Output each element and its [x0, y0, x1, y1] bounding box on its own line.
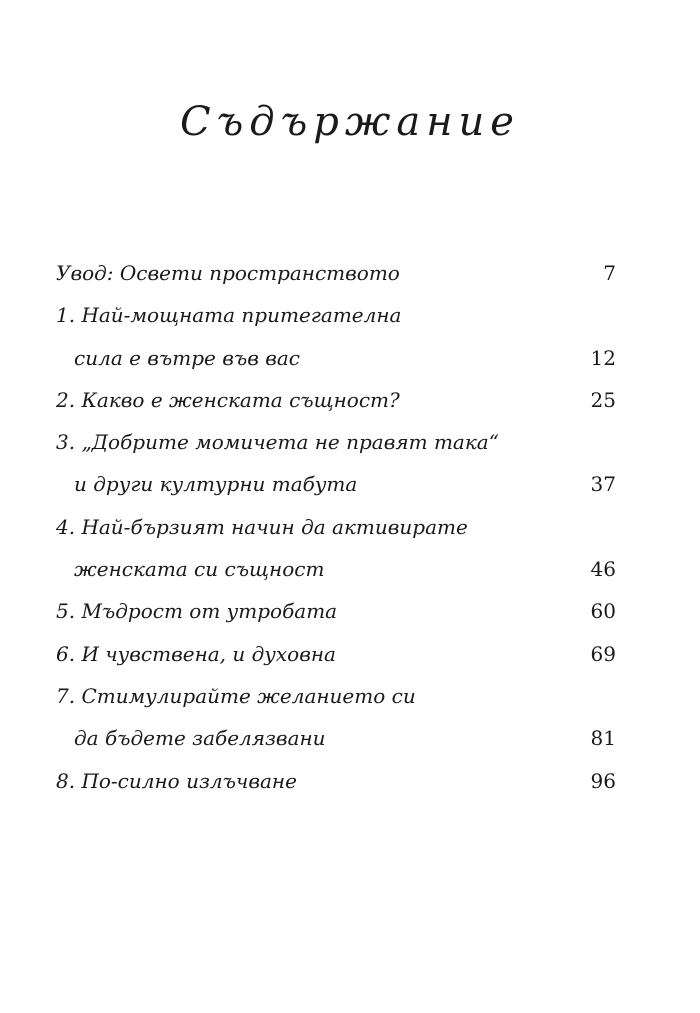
toc-entry-title: 1. Най-мощната притегателна — [56, 303, 402, 328]
toc-entry-line — [56, 675, 616, 717]
toc-page-number: 46 — [590, 557, 616, 582]
toc-entry-line — [56, 506, 616, 548]
toc-entry-line — [56, 379, 616, 421]
toc-entry-title: 6. И чувствена, и духовна — [56, 641, 336, 666]
toc-entry-line — [56, 337, 616, 379]
toc-entry-line — [56, 717, 616, 759]
toc-entry-title: 5. Мъдрост от утробата — [56, 599, 338, 624]
toc-page-number: 96 — [590, 768, 616, 793]
toc-page-number: 7 — [603, 261, 616, 285]
toc-entry-title: сила е вътре във вас — [74, 345, 300, 370]
toc-entry-title: и други културни табута — [74, 472, 358, 497]
toc-entry-title: 7. Стимулирайте желанието си — [56, 683, 416, 708]
toc-entry-line — [56, 548, 616, 590]
toc-page-number: 69 — [590, 641, 616, 666]
toc-entry-line — [56, 421, 616, 463]
toc-entry-title: Увод: Освети пространството — [56, 261, 400, 285]
toc-entry-line — [56, 294, 616, 336]
toc-entry-line — [56, 760, 616, 802]
toc-entry-line — [56, 590, 616, 632]
toc-page-number: 81 — [590, 726, 616, 751]
toc-entry-title: женската си същност — [74, 557, 325, 582]
toc-entry-title: 3. „Добрите момичета не правят така“ — [56, 430, 499, 455]
toc-page-number: 12 — [590, 345, 616, 370]
toc-entry-line — [56, 463, 616, 505]
toc-page-number: 60 — [590, 599, 616, 624]
toc-entry-line — [56, 633, 616, 675]
page-title: Съдържание — [180, 99, 520, 145]
toc-entry-title: 2. Какво е женската същност? — [56, 387, 400, 412]
toc-entry-line — [56, 252, 616, 294]
toc-page-number: 25 — [590, 387, 616, 412]
toc-entry-title: да бъдете забелязвани — [74, 726, 326, 751]
toc-entry-title: 8. По-силно излъчване — [56, 768, 297, 793]
table-of-contents — [56, 252, 616, 802]
toc-page-number: 37 — [590, 472, 616, 497]
toc-entry-title: 4. Най-бързият начин да активирате — [56, 514, 468, 539]
